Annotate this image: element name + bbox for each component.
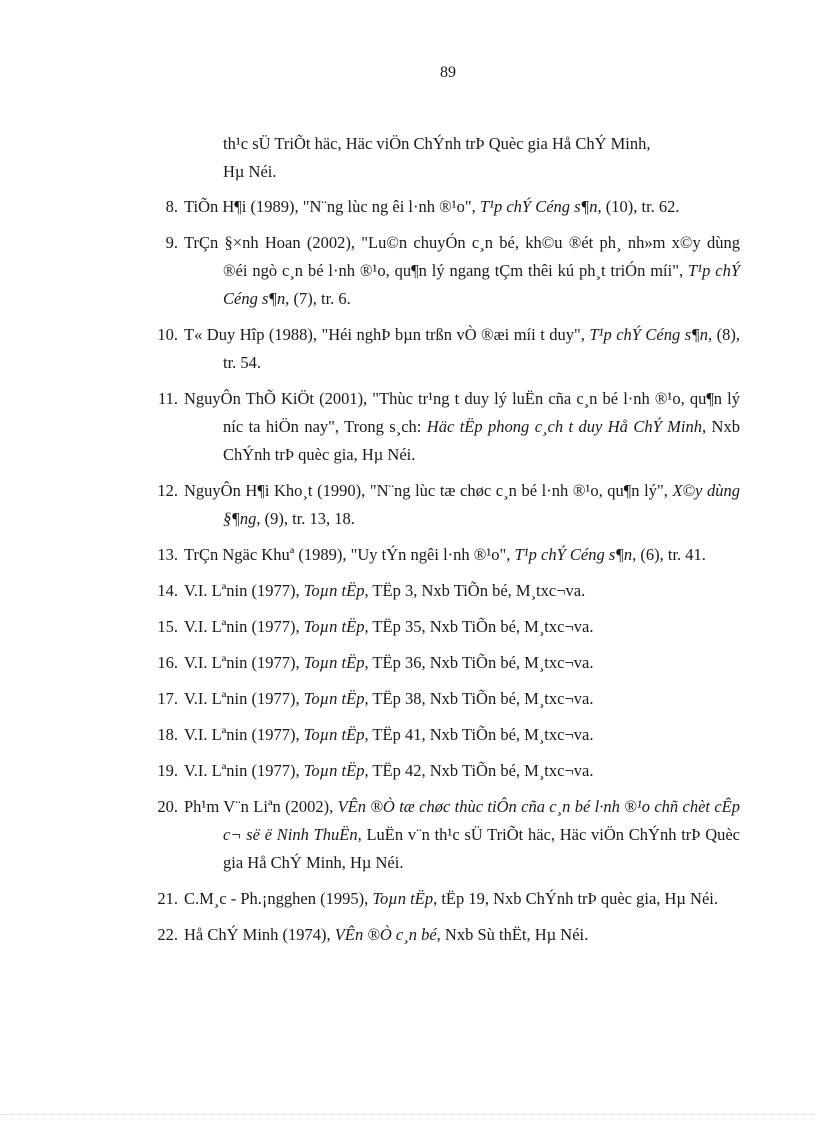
reference-text (184, 577, 740, 605)
reference-text (184, 721, 740, 749)
reference-segment: , (10), tr. 62. (597, 197, 680, 216)
reference-title: Toµn tËp (303, 725, 365, 744)
reference-segment: , (6), tr. 41. (632, 545, 706, 564)
reference-title: Häc tËp phong c¸ch t duy Hå ChÝ Minh (426, 417, 703, 436)
reference-segment: TrÇn Ngäc Khuª (1989), "Uy tÝn ngêi l·nh ®¹o", (184, 545, 515, 564)
reference-segment: , TËp 41, Nxb TiÕn bé, M¸txc¬va. (364, 725, 594, 744)
reference-title: Toµn tËp (303, 689, 365, 708)
reference-segment: Hå ChÝ Minh (1974), (184, 925, 335, 944)
reference-segment: TrÇn §×nh Hoan (2002), "Lu©n chuyÓn c¸n bé, kh©u ®ét ph¸ nh»m x©y dùng ®éi ngò c¸n bé l·nh ®¹o, qu¶n lý ngang tÇm thêi kú ph¸t triÓn míi", (184, 233, 740, 280)
reference-item (150, 885, 740, 913)
reference-items (150, 193, 740, 949)
reference-segment: , TËp 36, Nxb TiÕn bé, M¸txc¬va. (364, 653, 594, 672)
reference-segment: , Nxb Sù thËt, Hµ Néi. (436, 925, 589, 944)
reference-segment: V.I. Lªnin (1977), (184, 581, 304, 600)
reference-item (150, 685, 740, 713)
reference-item (150, 193, 740, 221)
reference-item (150, 577, 740, 605)
reference-item (150, 385, 740, 469)
reference-segment: V.I. Lªnin (1977), (184, 689, 304, 708)
reference-text (184, 685, 740, 713)
reference-number: 21. (157, 889, 178, 908)
reference-segment: , Nxb ChÝnh trÞ quèc gia, Hµ Néi. (223, 417, 740, 464)
reference-text (184, 321, 740, 377)
reference-number: 9. (165, 233, 178, 252)
reference-segment: , (9), tr. 13, 18. (256, 509, 355, 528)
reference-segment: TiÕn H¶i (1989), "N¨ng lùc ng êi l·nh ®¹o", (184, 197, 480, 216)
reference-title: T¹p chÝ Céng s¶n (479, 197, 598, 216)
reference-segment: V.I. Lªnin (1977), (184, 761, 304, 780)
reference-text (184, 541, 740, 569)
page-bottom-divider (0, 1114, 816, 1115)
reference-title: Toµn tËp (303, 653, 365, 672)
reference-text (184, 885, 740, 913)
reference-title: Toµn tËp (303, 617, 365, 636)
reference-segment: V.I. Lªnin (1977), (184, 653, 304, 672)
reference-number: 22. (157, 925, 178, 944)
reference-text (184, 613, 740, 641)
reference-segment: NguyÔn H¶i Kho¸t (1990), "N¨ng lùc tæ chøc c¸n bé l·nh ®¹o, qu¶n lý", (184, 481, 673, 500)
reference-title: VÊn ®Ò tæ chøc thùc tiÔn cña c¸n bé l·nh ®¹o chñ chèt cÊp c¬ së ë Ninh ThuËn (223, 797, 741, 844)
reference-item (150, 321, 740, 377)
reference-item (150, 541, 740, 569)
reference-item (150, 721, 740, 749)
reference-segment: , TËp 42, Nxb TiÕn bé, M¸txc¬va. (364, 761, 594, 780)
reference-text (184, 229, 740, 313)
reference-number: 14. (157, 581, 178, 600)
reference-number: 19. (157, 761, 178, 780)
reference-item (150, 229, 740, 313)
reference-segment: V.I. Lªnin (1977), (184, 725, 304, 744)
reference-number: 10. (157, 325, 178, 344)
reference-item (150, 793, 740, 877)
reference-list (150, 130, 740, 957)
reference-segment: T« Duy Hîp (1988), "Héi nghÞ bµn trßn vÒ ®æi míi t duy", (184, 325, 590, 344)
reference-segment: C.M¸c - Ph.¡ngghen (1995), (184, 889, 373, 908)
page-number: 89 (440, 64, 456, 81)
reference-item (150, 613, 740, 641)
reference-segment: (8), tr. 54. (223, 325, 740, 372)
reference-number: 8. (165, 197, 178, 216)
reference-text (184, 193, 740, 221)
reference-segment: , TËp 38, Nxb TiÕn bé, M¸txc¬va. (364, 689, 594, 708)
reference-text (184, 477, 740, 533)
reference-title: VÊn ®Ò c¸n bé (334, 925, 437, 944)
reference-text (184, 649, 740, 677)
reference-segment: NguyÔn ThÕ KiÖt (2001), "Thùc tr¹ng t duy lý luËn cña c¸n bé l·nh ®¹o, qu¶n lý níc ta hiÖn nay", Trong s¸ch: (184, 389, 740, 436)
reference-title: T¹p chÝ Céng s¶n (223, 261, 741, 308)
reference-number: 17. (157, 689, 178, 708)
reference-number: 11. (157, 389, 178, 408)
reference-text (184, 921, 740, 949)
reference-item (150, 649, 740, 677)
reference-title: T¹p chÝ Céng s¶n, (589, 325, 713, 344)
reference-title: T¹p chÝ Céng s¶n (514, 545, 633, 564)
reference-number: 13. (157, 545, 178, 564)
reference-segment: , LuËn v¨n th¹c sÜ TriÕt häc, Häc viÖn ChÝnh trÞ Quèc gia Hå ChÝ Minh, Hµ Néi. (223, 825, 741, 872)
reference-number: 16. (157, 653, 178, 672)
reference-title: Toµn tËp (303, 761, 365, 780)
reference-item (150, 757, 740, 785)
reference-number: 15. (157, 617, 178, 636)
reference-item (150, 921, 740, 949)
reference-title: Toµn tËp (303, 581, 365, 600)
reference-segment: V.I. Lªnin (1977), (184, 617, 304, 636)
reference-segment: , (7), tr. 6. (285, 289, 351, 308)
reference-item (150, 477, 740, 533)
reference-text (184, 385, 740, 469)
reference-text (184, 793, 740, 877)
continuation-line-1: th¹c sÜ TriÕt häc, Häc viÖn ChÝnh trÞ Quèc gia Hå ChÝ Minh, (223, 134, 651, 153)
reference-segment: , TËp 3, Nxb TiÕn bé, M¸txc¬va. (364, 581, 586, 600)
reference-number: 18. (157, 725, 178, 744)
reference-segment: Ph¹m V¨n Liªn (2002), (184, 797, 338, 816)
reference-title: Toµn tËp (372, 889, 434, 908)
reference-text (184, 757, 740, 785)
reference-segment: , tËp 19, Nxb ChÝnh trÞ quèc gia, Hµ Néi. (433, 889, 719, 908)
reference-number: 12. (157, 481, 178, 500)
reference-title: X©y dùng §¶ng (223, 481, 740, 528)
reference-number: 20. (157, 797, 178, 816)
reference-segment: , TËp 35, Nxb TiÕn bé, M¸txc¬va. (364, 617, 594, 636)
reference-continuation (150, 130, 740, 186)
continuation-line-2: Hµ Néi. (223, 162, 277, 181)
